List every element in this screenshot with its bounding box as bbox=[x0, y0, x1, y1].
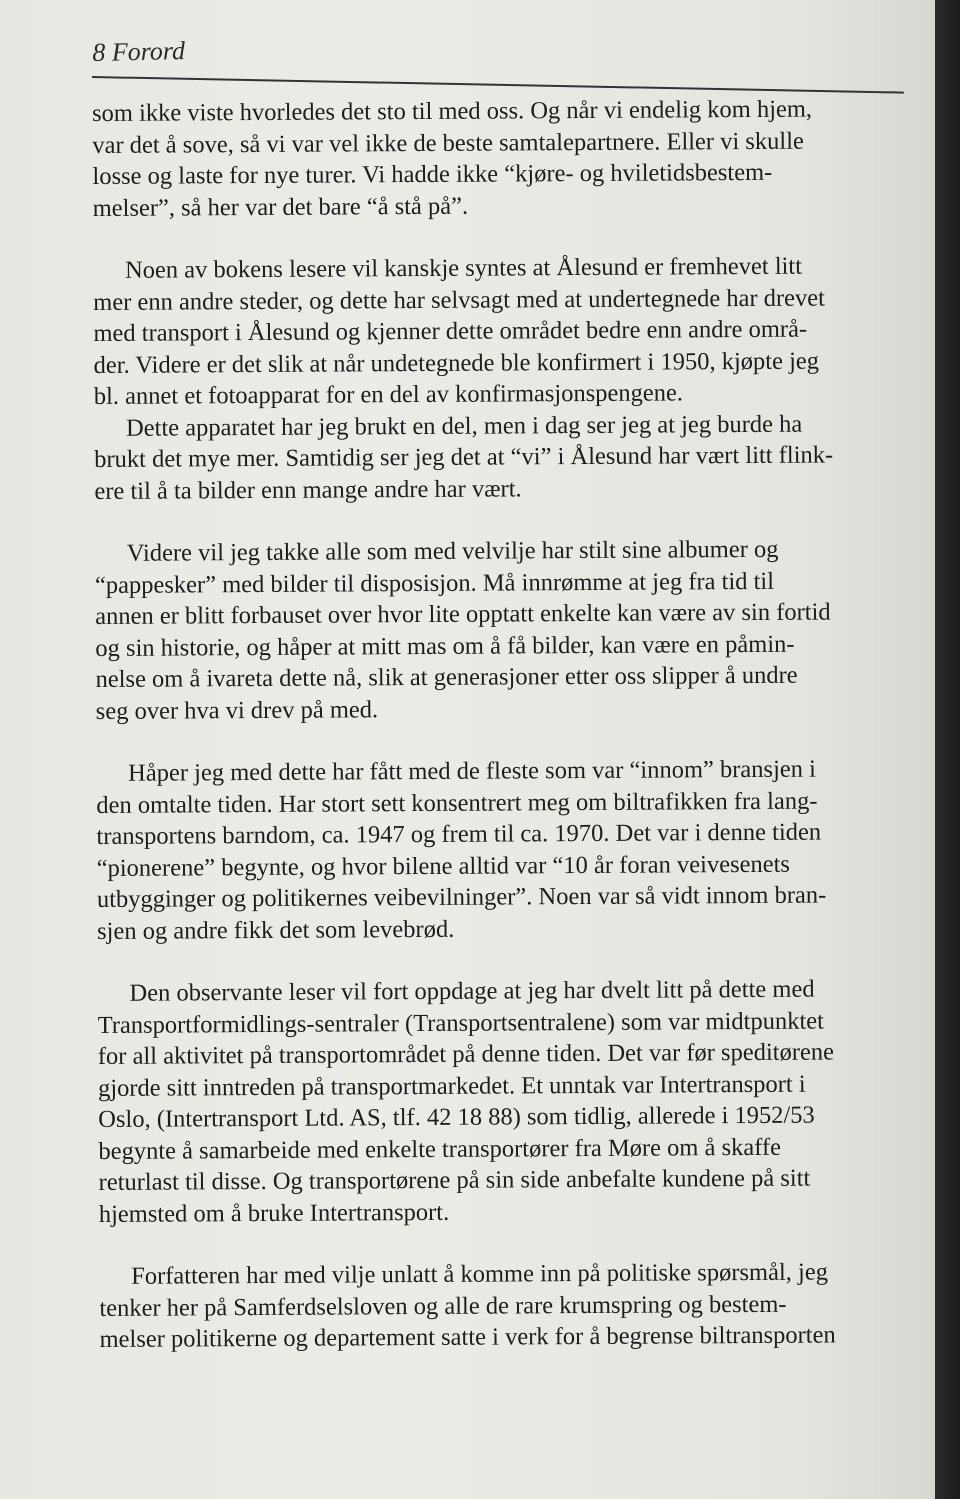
text-line: nelse om å ivareta dette nå, slik at generasjoner etter oss slipper å undre bbox=[95, 661, 798, 693]
text-line: mer enn andre steder, og dette har selvsagt med at undertegnede har drevet bbox=[93, 284, 825, 316]
paragraph bbox=[95, 533, 896, 727]
text-line: for all aktivitet på transportområdet på denne tiden. Det var før speditørene bbox=[97, 1038, 835, 1070]
running-head: 8 Forord bbox=[92, 36, 186, 67]
text-line: sjen og andre fikk det som levebrød. bbox=[97, 915, 455, 945]
text-line: var det å sove, så vi var vel ikke de beste samtalepartnere. Eller vi skulle bbox=[92, 127, 804, 159]
text-line: med transport i Ålesund og kjenner dette området bedre enn andre områ- bbox=[93, 315, 808, 347]
text-line: brukt det mye mer. Samtidig ser jeg det at “vi” i Ålesund har vært litt flink- bbox=[94, 441, 834, 473]
text-line: hjemsted om å bruke Intertransport. bbox=[98, 1198, 450, 1228]
paragraph bbox=[93, 250, 894, 412]
text-line: som ikke viste hvorledes det sto til med oss. Og når vi endelig kom hjem, bbox=[92, 95, 813, 127]
text-line: og sin historie, og håper at mitt mas om å få bilder, kan være en påmin- bbox=[95, 630, 795, 662]
text-line: Noen av bokens lesere vil kanskje syntes at Ålesund er fremhevet litt bbox=[124, 252, 803, 284]
text-line: returlast til disse. Og transportørene på sin side anbefalte kundene på sitt bbox=[98, 1164, 811, 1196]
text-line: “pappesker” med bilder til disposisjon. Må innrømme at jeg fra tid til bbox=[94, 567, 775, 599]
paragraph bbox=[96, 753, 897, 947]
text-line: ere til å ta bilder enn mange andre har vært. bbox=[94, 474, 522, 505]
text-line: Dette apparatet har jeg brukt en del, men i dag ser jeg at jeg burde ha bbox=[125, 410, 803, 442]
text-line: Håper jeg med dette har fått med de fleste som var “innom” bransjen i bbox=[128, 755, 816, 787]
text-line: Oslo, (Intertransport Ltd. AS, tlf. 42 18 88) som tidlig, allerede i 1952/53 bbox=[98, 1101, 815, 1133]
text-line: Transportformidlings-sentraler (Transportsentralene) som var midtpunktet bbox=[97, 1007, 824, 1039]
text-line: Den observante leser vil fort oppdage at jeg har dvelt litt på dette med bbox=[129, 975, 815, 1007]
text-line: den omtalte tiden. Har stort sett konsentrert meg om biltrafikken fra lang- bbox=[96, 787, 818, 819]
body-text bbox=[92, 93, 900, 1355]
text-line: Videre vil jeg takke alle som med velvilje har stilt sine albumer og bbox=[126, 535, 779, 567]
text-line: seg over hva vi drev på med. bbox=[95, 695, 379, 725]
text-line: utbygginger og politikernes veibevilninger”. Noen var så vidt innom bran- bbox=[96, 881, 827, 913]
text-line: losse og laste for nye turer. Vi hadde ikke “kjøre- og hviletidsbestem- bbox=[92, 158, 773, 190]
text-line: gjorde sitt inntreden på transportmarkedet. Et unntak var Intertransport i bbox=[97, 1070, 806, 1102]
text-line: “pionerene” begynte, og hvor bilene alltid var “10 år foran veivesenets bbox=[96, 850, 790, 882]
text-line: transportens barndom, ca. 1947 og frem til ca. 1970. Det var i denne tiden bbox=[96, 818, 822, 850]
text-line: melser politikerne og departement satte i verk for å begrense biltransporten bbox=[99, 1321, 836, 1353]
text-line: melser”, så her var det bare “å stå på”. bbox=[92, 192, 469, 222]
text-line: tenker her på Samferdselsloven og alle de rare krumspring og bestem- bbox=[99, 1290, 787, 1322]
text-line: Forfatteren har med vilje unlatt å komme inn på politiske spørsmål, jeg bbox=[131, 1258, 828, 1290]
text-line: annen er blitt forbauset over hvor lite opptatt enkelte kan være av sin fortid bbox=[95, 598, 831, 630]
paragraph bbox=[92, 93, 893, 224]
text-line: bl. annet et fotoapparat for en del av konfirmasjonspengene. bbox=[93, 379, 684, 410]
paragraph bbox=[94, 408, 895, 507]
paragraph bbox=[97, 973, 899, 1230]
text-line: der. Videre er det slik at når undetegnede ble konfirmert i 1950, kjøpte jeg bbox=[93, 347, 820, 379]
paragraph bbox=[99, 1256, 900, 1355]
page-edge-shadow bbox=[935, 0, 960, 1499]
header-rule bbox=[92, 76, 904, 94]
text-line: begynte å samarbeide med enkelte transportører fra Møre om å skaffe bbox=[98, 1133, 782, 1165]
